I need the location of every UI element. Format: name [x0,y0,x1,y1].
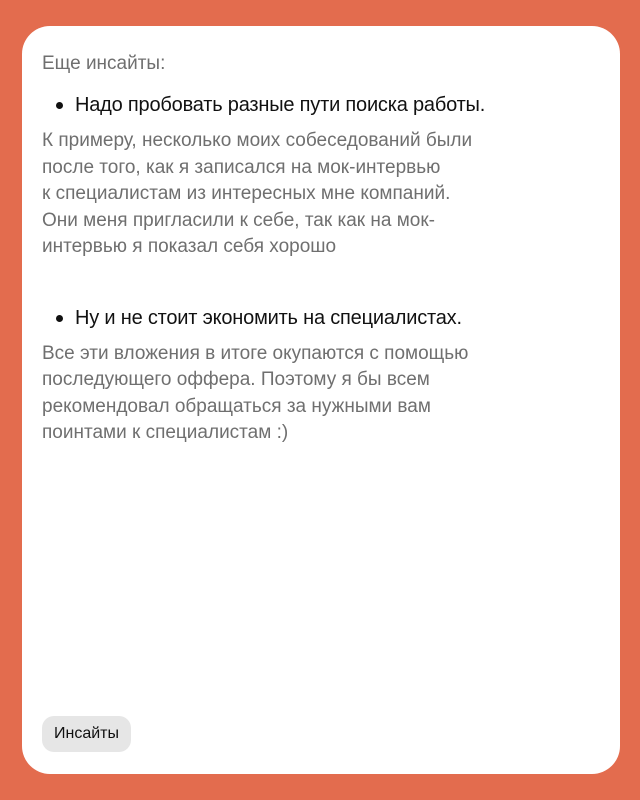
bullet-dot-icon [56,315,63,322]
bullet-item [42,92,602,118]
bullet-heading: Надо пробовать разные пути поиска работы. [75,94,486,116]
insights-tag-button[interactable]: Инсайты [42,716,131,752]
bullet-paragraph [42,341,602,447]
post-content [42,52,602,447]
intro-text: Еще инсайты: [42,53,166,74]
paragraph-line: К примеру, несколько моих собеседований были [42,130,473,151]
paragraph-line: поинтами к специалистам :) [42,422,289,443]
paragraph-line: последующего оффера. Поэтому я бы всем [42,369,430,390]
bullet-paragraph [42,128,602,261]
paragraph-line: рекомендовал обращаться за нужными вам [42,395,431,417]
bullet-item [42,305,602,331]
paragraph-line: Они меня пригласили к себе, так как на мок- [42,209,435,231]
bullet-heading: Ну и не стоит экономить на специалистах. [75,306,462,329]
paragraph-line: Все эти вложения в итоге окупаются с помощью [42,342,469,364]
paragraph-line: после того, как я записался на мок-интервью [42,156,441,178]
bullet-dot-icon [56,102,63,109]
paragraph-line: интервью я показал себя хорошо [42,236,337,257]
paragraph-line: к специалистам из интересных мне компаний. [42,183,451,204]
post-card [22,26,620,774]
